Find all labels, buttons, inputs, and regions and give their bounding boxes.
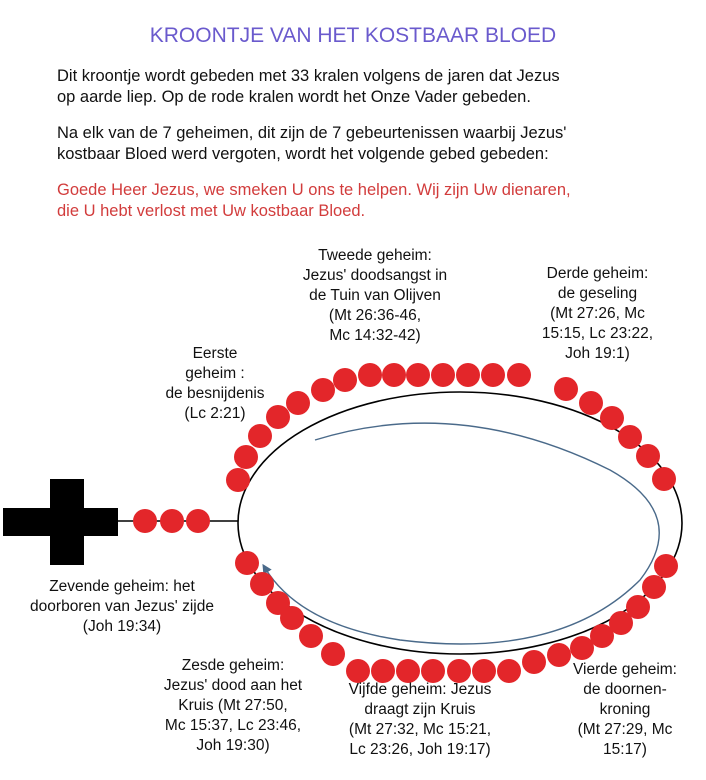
mystery-label-2: [280, 246, 470, 346]
bead: [186, 509, 210, 533]
cross-icon: [3, 479, 118, 565]
label-line: Eerste: [192, 345, 238, 362]
bead: [431, 363, 455, 387]
bead: [652, 467, 676, 491]
label-line: Joh 19:1): [565, 345, 630, 362]
bead: [406, 363, 430, 387]
bead: [507, 363, 531, 387]
mysteries-line-1: Na elk van de 7 geheimen, dit zijn de 7 gebeurtenissen waarbij Jezus': [57, 124, 567, 142]
label-line: Kruis (Mt 27:50,: [178, 697, 288, 714]
label-line: Zevende geheim: het: [49, 578, 195, 595]
direction-arrow: [265, 423, 659, 644]
label-line: Lc 23:26, Joh 19:17): [349, 741, 491, 758]
label-line: de Tuin van Olijven: [309, 287, 441, 304]
label-line: Derde geheim:: [546, 265, 649, 282]
bead: [311, 378, 335, 402]
bead: [554, 377, 578, 401]
mystery-label-7: [2, 577, 242, 637]
mystery-label-5: [330, 680, 510, 760]
label-line: Mc 14:32-42): [329, 327, 421, 344]
label-line: Zesde geheim:: [181, 657, 285, 674]
intro-line-1: Dit kroontje wordt gebeden met 33 kralen volgens de jaren dat Jezus: [57, 67, 560, 85]
label-line: (Mt 27:32, Mc 15:21,: [348, 721, 492, 738]
bead: [333, 368, 357, 392]
bead: [382, 363, 406, 387]
label-line: kroning: [599, 701, 651, 718]
bead: [235, 551, 259, 575]
label-line: Jezus' dood aan het: [163, 677, 303, 694]
label-line: Mc 15:37, Lc 23:46,: [164, 717, 302, 734]
label-line: (Joh 19:34): [82, 618, 162, 635]
bead: [358, 363, 382, 387]
label-line: Jezus' doodsangst in: [302, 267, 448, 284]
prayer-line-1: Goede Heer Jezus, we smeken U ons te helpen. Wij zijn Uw dienaren,: [57, 181, 571, 199]
label-line: (Lc 2:21): [184, 405, 246, 422]
mystery-label-4: [550, 660, 700, 760]
mystery-label-1: [130, 344, 300, 424]
bead: [522, 650, 546, 674]
label-line: Joh 19:30): [196, 737, 270, 754]
bead: [234, 445, 258, 469]
label-line: Vierde geheim:: [573, 661, 677, 678]
label-line: (Mt 26:36-46,: [328, 307, 422, 324]
bead: [600, 406, 624, 430]
intro-line-2: op aarde liep. Op de rode kralen wordt het Onze Vader gebeden.: [57, 88, 531, 106]
label-line: 15:15, Lc 23:22,: [541, 325, 654, 342]
bead: [248, 424, 272, 448]
bead: [266, 591, 290, 615]
label-line: geheim :: [185, 365, 245, 382]
bead: [579, 391, 603, 415]
bead: [654, 554, 678, 578]
mysteries-line-2: kostbaar Bloed werd vergoten, wordt het volgende gebed gebeden:: [57, 145, 549, 163]
prayer-line-2: die U hebt verlost met Uw kostbaar Bloed.: [57, 202, 366, 220]
label-line: Tweede geheim:: [318, 247, 432, 264]
label-line: (Mt 27:26, Mc: [550, 305, 645, 322]
label-line: (Mt 27:29, Mc: [577, 721, 673, 738]
mystery-label-6: [138, 656, 328, 756]
label-line: draagt zijn Kruis: [364, 701, 476, 718]
label-line: Vijfde geheim: Jezus: [348, 681, 492, 698]
bead: [642, 575, 666, 599]
bead: [250, 572, 274, 596]
bead: [636, 444, 660, 468]
page-title: KROONTJE VAN HET KOSTBAAR BLOED: [149, 24, 557, 47]
bead: [570, 636, 594, 660]
label-line: de geseling: [557, 285, 638, 302]
bead: [133, 509, 157, 533]
bead: [226, 468, 250, 492]
bead: [618, 425, 642, 449]
label-line: 15:17): [603, 741, 647, 758]
bead: [456, 363, 480, 387]
bead: [590, 624, 614, 648]
bead: [299, 624, 323, 648]
label-line: de besnijdenis: [165, 385, 265, 402]
label-line: doorboren van Jezus' zijde: [30, 598, 214, 615]
bead: [481, 363, 505, 387]
bead: [160, 509, 184, 533]
mystery-label-3: [510, 264, 685, 364]
label-line: de doornen-: [583, 681, 667, 698]
